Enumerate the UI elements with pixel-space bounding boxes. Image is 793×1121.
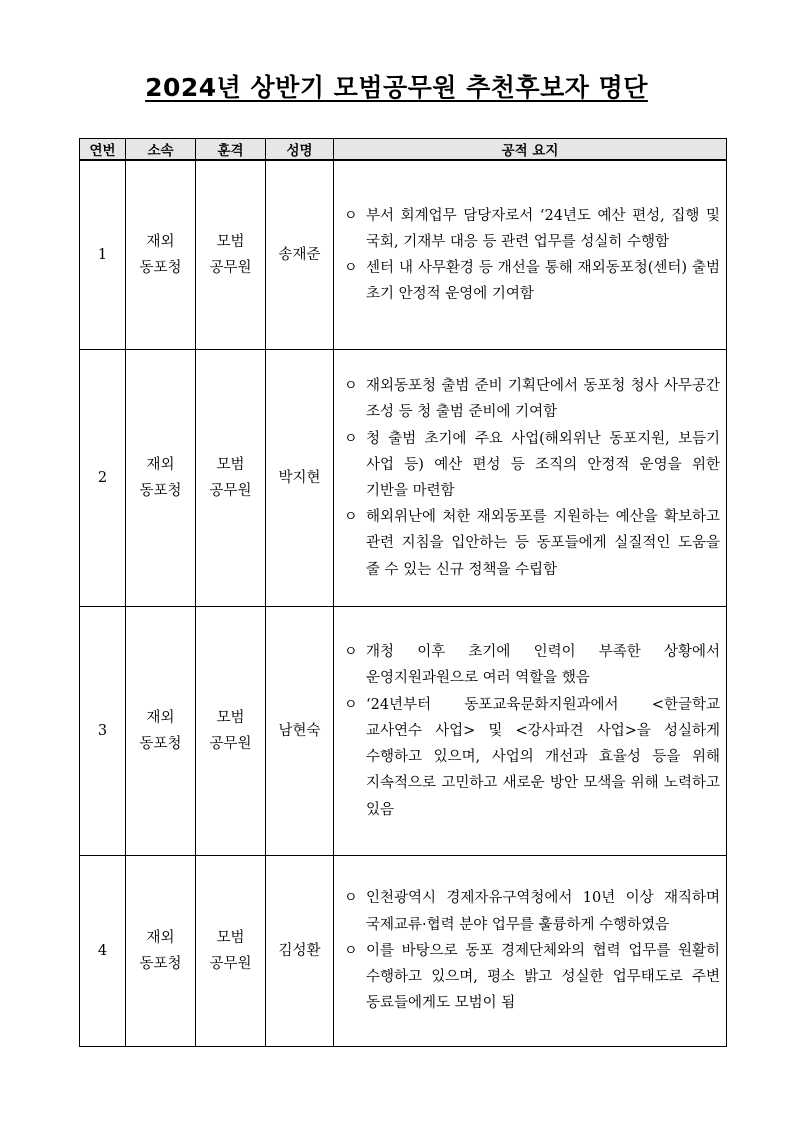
row-merit [334, 856, 727, 1047]
row-merit [334, 160, 727, 350]
header-merit: 공적 요지 [334, 139, 727, 161]
merit-item [342, 639, 720, 691]
row-affiliation [126, 350, 196, 607]
candidate-table [79, 138, 727, 1047]
row-award [196, 350, 266, 607]
table-row [80, 350, 727, 607]
award-line1: 모범 [216, 457, 245, 473]
header-affiliation: 소속 [126, 139, 196, 161]
row-merit [334, 607, 727, 856]
award-line2: 공무원 [209, 260, 252, 276]
row-affiliation [126, 856, 196, 1047]
document-title-text: 2024년 상반기 모범공무원 추천후보자 명단 [145, 73, 648, 102]
merit-item [342, 885, 720, 937]
document-title [0, 68, 793, 104]
affiliation-line1: 재외 [146, 710, 175, 726]
bullet-marker: ㅇ [344, 378, 358, 395]
merit-item [342, 203, 720, 255]
row-affiliation [126, 160, 196, 350]
merit-text: 재외동포청 출범 준비 기획단에서 동포청 청사 사무공간 조성 등 청 출범 준비에 기여함 [366, 378, 720, 421]
bullet-marker: ㅇ [344, 942, 358, 959]
merit-text: 인천광역시 경제자유구역청에서 10년 이상 재직하며 국제교류·협력 분야 업무를 훌륭하게 수행하였음 [366, 890, 720, 933]
table-row [80, 607, 727, 856]
merit-item [342, 255, 720, 307]
affiliation-line2: 동포청 [139, 956, 182, 972]
merit-item [342, 426, 720, 505]
merit-text: 부서 회계업무 담당자로서 ‘24년도 예산 편성, 집행 및 국회, 기재부 대응 등 관련 업무를 성실히 수행함 [366, 207, 720, 250]
header-award: 훈격 [196, 139, 266, 161]
award-line2: 공무원 [209, 483, 252, 499]
row-name: 남현숙 [266, 607, 334, 856]
row-merit [334, 350, 727, 607]
bullet-marker: ㅇ [344, 260, 358, 276]
award-line1: 모범 [216, 234, 245, 250]
award-line1: 모범 [216, 930, 245, 946]
merit-text: 청 출범 초기에 주요 사업(해외위난 동포지원, 보듬기 사업 등) 예산 편성 등 조직의 안정적 운영을 위한 기반을 마련함 [366, 430, 720, 499]
award-line1: 모범 [216, 710, 245, 726]
row-award [196, 856, 266, 1047]
award-line2: 공무원 [209, 956, 252, 972]
header-name: 성명 [266, 139, 334, 161]
row-no: 3 [80, 607, 126, 856]
bullet-marker: ㅇ [344, 430, 358, 447]
table-row [80, 856, 727, 1047]
row-no: 4 [80, 856, 126, 1047]
merit-text: ‘24년부터 동포교육문화지원과에서 <한글학교 교사연수 사업> 및 <강사파견 사업>을 성실하게 수행하고 있으며, 사업의 개선과 효율성 등을 위해 지속적으로 고민하고 새로운 방안 모색을 위해 노력하고 있음 [366, 696, 720, 818]
affiliation-line2: 동포청 [139, 483, 182, 499]
affiliation-line1: 재외 [146, 234, 175, 250]
row-name: 김성환 [266, 856, 334, 1047]
bullet-marker: ㅇ [344, 890, 358, 907]
bullet-marker: ㅇ [344, 644, 358, 661]
affiliation-line2: 동포청 [139, 260, 182, 276]
table-row [80, 160, 727, 350]
row-affiliation [126, 607, 196, 856]
merit-text: 개청 이후 초기에 인력이 부족한 상황에서 운영지원과원으로 여러 역할을 했음 [366, 644, 720, 687]
affiliation-line2: 동포청 [139, 736, 182, 752]
bullet-marker: ㅇ [344, 696, 358, 713]
row-name: 박지현 [266, 350, 334, 607]
row-no: 1 [80, 160, 126, 350]
merit-text: 센터 내 사무환경 등 개선을 통해 재외동포청(센터) 출범 초기 안정적 운영에 기여함 [366, 260, 720, 303]
affiliation-line1: 재외 [146, 457, 175, 473]
award-line2: 공무원 [209, 736, 252, 752]
header-no: 연번 [80, 139, 126, 161]
affiliation-line1: 재외 [146, 930, 175, 946]
row-award [196, 160, 266, 350]
row-award [196, 607, 266, 856]
merit-item [342, 938, 720, 1017]
merit-text: 이를 바탕으로 동포 경제단체와의 협력 업무를 원활히 수행하고 있으며, 평소 밝고 성실한 업무태도로 주변 동료들에게도 모범이 됨 [366, 942, 720, 1012]
row-name: 송재준 [266, 160, 334, 350]
bullet-marker: ㅇ [344, 509, 358, 526]
row-no: 2 [80, 350, 126, 607]
merit-text: 해외위난에 처한 재외동포를 지원하는 예산을 확보하고 관련 지침을 입안하는 등 동포들에게 실질적인 도움을 줄 수 있는 신규 정책을 수립함 [366, 509, 720, 578]
table-header-row [80, 139, 727, 161]
bullet-marker: ㅇ [344, 207, 358, 224]
merit-item [342, 692, 720, 823]
merit-item [342, 504, 720, 583]
merit-item [342, 373, 720, 425]
